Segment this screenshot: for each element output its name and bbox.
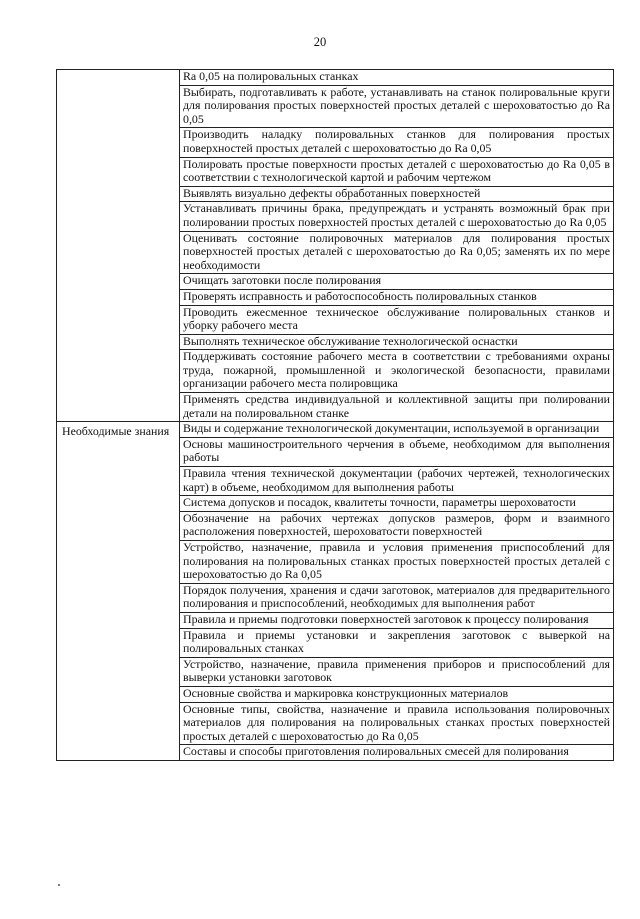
requirement-item: Проводить ежесменное техническое обслуживание полировальных станков и уборку рабочего места xyxy=(180,305,614,334)
table-body xyxy=(57,70,614,761)
requirement-item: Оценивать состояние полировочных материалов для полирования простых поверхностей простых деталей с шероховатостью до Ra 0,05; заменять их по мере необходимости xyxy=(180,231,614,274)
requirement-item: Порядок получения, хранения и сдачи заготовок, материалов для предварительного полирования и приспособлений, необходимых для выполнения работ xyxy=(180,583,614,612)
requirement-item: Виды и содержание технологической документации, используемой в организации xyxy=(180,422,614,438)
section-label xyxy=(57,70,180,422)
requirement-item: Полировать простые поверхности простых деталей с шероховатостью до Ra 0,05 в соответствии с технологической картой и рабочим чертежом xyxy=(180,157,614,186)
requirement-item: Составы и способы приготовления полировальных смесей для полирования xyxy=(180,745,614,761)
requirement-item: Устройство, назначение, правила применения приборов и приспособлений для выверки установки заготовок xyxy=(180,657,614,686)
requirement-item: Правила чтения технической документации (рабочих чертежей, технологических карт) в объеме, необходимом для выполнения работы xyxy=(180,467,614,496)
requirement-item: Проверять исправность и работоспособность полировальных станков xyxy=(180,289,614,305)
requirement-item: Ra 0,05 на полировальных станках xyxy=(180,70,614,86)
table-row xyxy=(57,70,614,86)
requirement-item: Основные свойства и маркировка конструкционных материалов xyxy=(180,686,614,702)
requirement-item: Очищать заготовки после полирования xyxy=(180,274,614,290)
requirement-item: Выбирать, подготавливать к работе, устанавливать на станок полировальные круги для полирования простых поверхностей простых деталей с шероховатостью до Ra 0,05 xyxy=(180,85,614,128)
requirement-item: Поддерживать состояние рабочего места в соответствии с требованиями охраны труда, пожарной, промышленной и экологической безопасности, правилами организации рабочего места полировщика xyxy=(180,350,614,393)
requirement-item: Основные типы, свойства, назначение и правила использования полировочных материалов для полирования на полировальных станках простых поверхностей простых деталей с шероховатостью до Ra 0,05 xyxy=(180,702,614,745)
requirement-item: Система допусков и посадок, квалитеты точности, параметры шероховатости xyxy=(180,496,614,512)
requirement-item: Производить наладку полировальных станков для полирования простых поверхностей простых деталей с шероховатостью до Ra 0,05 xyxy=(180,128,614,157)
requirements-table xyxy=(56,69,614,761)
requirement-item: Правила и приемы подготовки поверхностей заготовок к процессу полирования xyxy=(180,612,614,628)
requirement-item: Обозначение на рабочих чертежах допусков размеров, форм и взаимного расположения поверхностей, шероховатости поверхностей xyxy=(180,511,614,540)
requirement-item: Применять средства индивидуальной и коллективной защиты при полировании детали на полировальном станке xyxy=(180,393,614,422)
requirement-item: Выявлять визуально дефекты обработанных поверхностей xyxy=(180,186,614,202)
section-label: Необходимые знания xyxy=(57,422,180,761)
requirement-item: Устройство, назначение, правила и условия применения приспособлений для полирования на полировальных станках простых поверхностей простых деталей с шероховатостью до Ra 0,05 xyxy=(180,541,614,584)
scan-speck xyxy=(58,884,60,886)
table-row xyxy=(57,422,614,438)
page-number: 20 xyxy=(313,35,327,49)
requirement-item: Основы машиностроительного черчения в объеме, необходимом для выполнения работы xyxy=(180,437,614,466)
requirement-item: Правила и приемы установки и закрепления заготовок с выверкой на полировальных станках xyxy=(180,628,614,657)
requirement-item: Устанавливать причины брака, предупреждать и устранять возможный брак при полировании простых поверхностей простых деталей с шероховатостью до Ra 0,05 xyxy=(180,202,614,231)
requirement-item: Выполнять техническое обслуживание технологической оснастки xyxy=(180,334,614,350)
